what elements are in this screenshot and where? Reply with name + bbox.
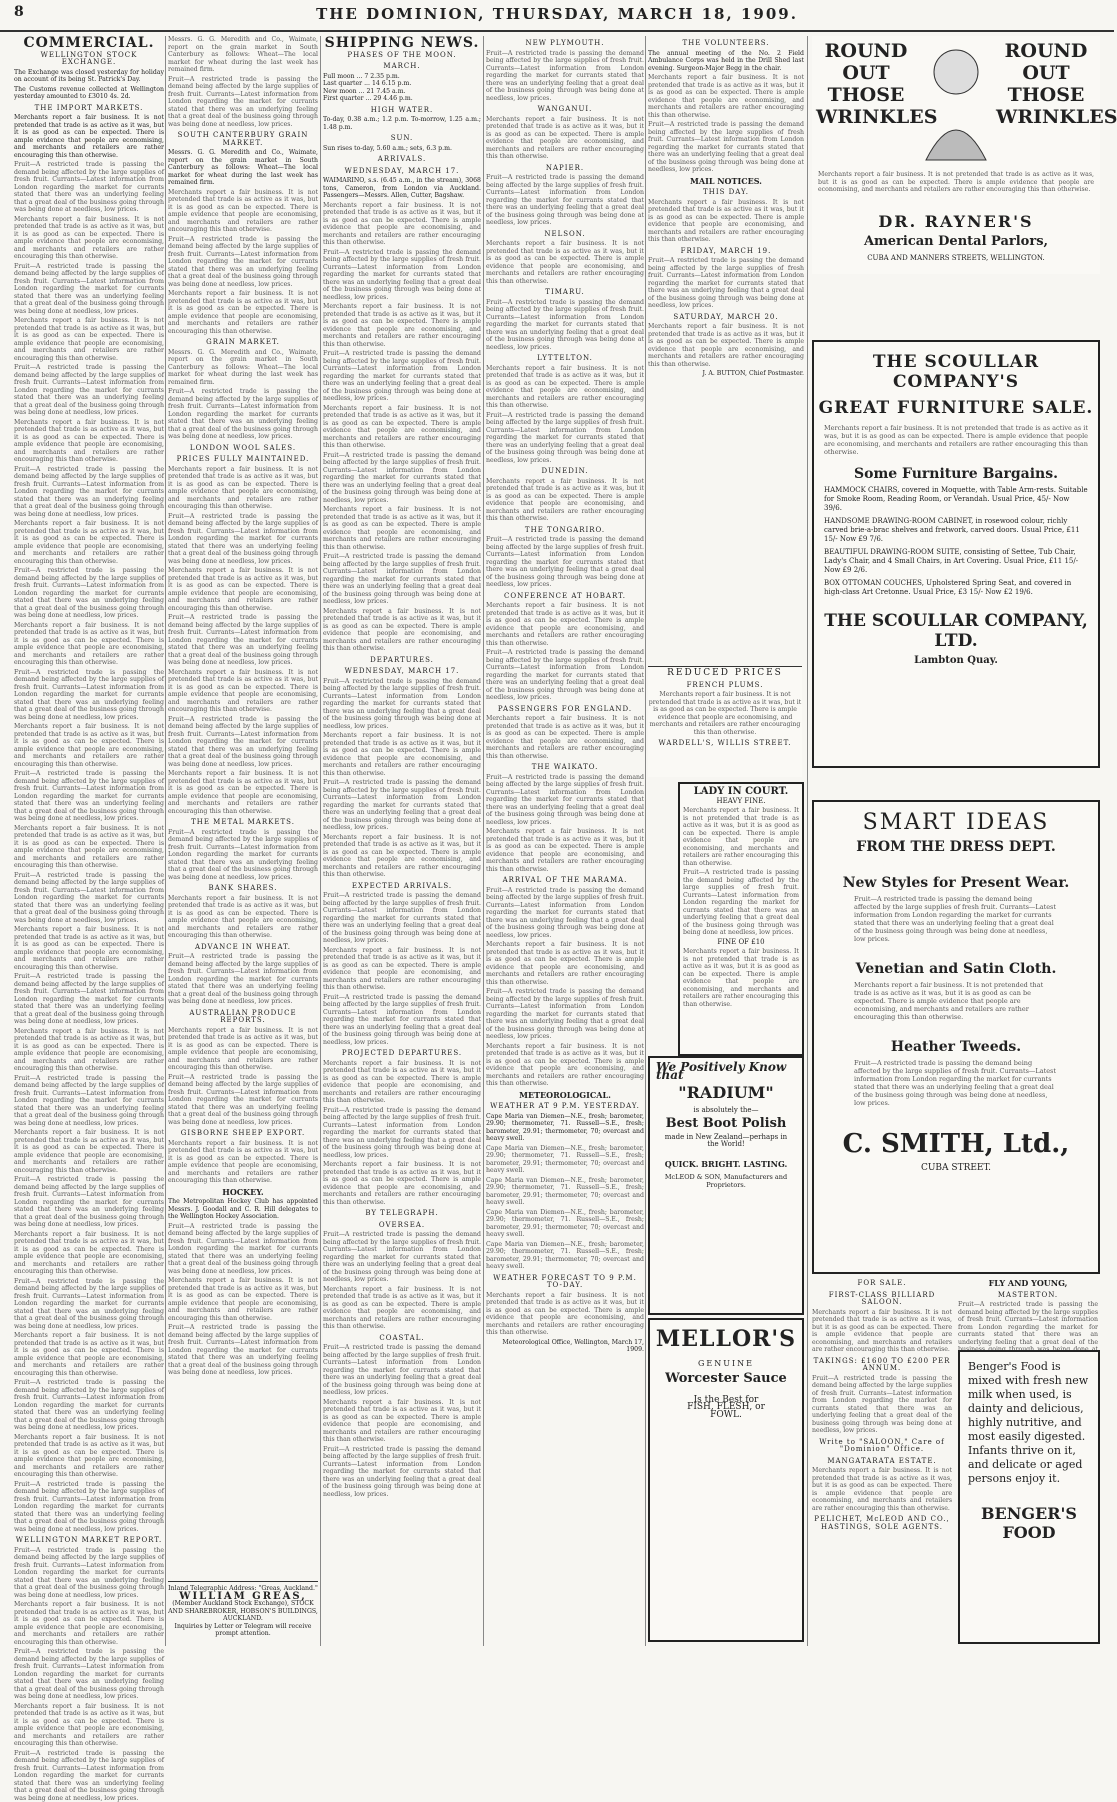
advert-title: LADY IN COURT. (680, 788, 802, 796)
section-heading: DEPARTURES. (323, 657, 481, 665)
furniture-item: HANDSOME DRAWING-ROOM CABINET, in rosewood colour, richly carved brie-a-brac shelves and fretwork, carved doors. Usual Price, £11 15/- Now £9 7/6. (814, 517, 1098, 544)
advert-text: Inquiries by Letter or Telegram will receive prompt attention. (168, 1623, 318, 1638)
article-paragraph: Merchants report a fair business. It is not pretended that trade is as active as it was, but it is as good as can be expected. There is ample evidence that people are economising, and merchants and retailers are rather encouraging this than otherwise. (486, 240, 644, 285)
section-heading: PELICHET, McLEOD AND CO., HASTINGS, SOLE AGENTS. (812, 1516, 952, 1531)
article-paragraph: Merchants report a fair business. It is not pretended that trade is as active as it was, but it is as good as can be expected. There is ample evidence that people are economising, and merchants and retailers are rather encouraging this than otherwise. (648, 323, 804, 368)
section-heading: THE WAIKATO. (486, 764, 644, 772)
section-heading: PROJECTED DEPARTURES. (323, 1050, 481, 1058)
section-heading: EXPECTED ARRIVALS. (323, 883, 481, 891)
column-rule (165, 36, 166, 1646)
article-paragraph: Merchants report a fair business. It is not pretended that trade is as active as it was, but it is as good as can be expected. There is ample evidence that people are economising, and merchants and retailers are rather encouraging this than otherwise. (14, 723, 164, 768)
article-paragraph: Merchants report a fair business. It is not pretended that trade is as active as it was, but it is as good as can be expected. There is ample evidence that people are economising, and merchants and retailers are rather encouraging this than otherwise. (168, 770, 318, 815)
article-paragraph: Merchants report a fair business. It is not pretended that trade is as active as it was, but it is as good as can be expected. There is ample evidence that people are economising, and merchants and retailers are rather encouraging this than otherwise. (14, 520, 164, 565)
article-paragraph: Fruit—A restricted trade is passing the demand being affected by the large supplies of fresh fruit. Currants—Latest information from London regarding the market for currants stated that there was an underlying feeling that a great deal of the business going through was being done at needless, low prices. (14, 567, 164, 620)
section-heading: TAKINGS: £1600 TO £200 PER ANNUM. (812, 1358, 952, 1373)
article-paragraph: Messrs. G. G. Meredith and Co., Waimate, report on the grain market in South Canterbury as follows: Wheat—The local market for wheat during the last week has remained firm. (168, 149, 318, 187)
article-paragraph: Fruit—A restricted trade is passing the demand being affected by the large supplies of fresh fruit. Currants—Latest information from London regarding the market for currants stated that there was an underlying feeling that a great deal of the business going through was being done at needless, low prices. (486, 299, 644, 352)
article-paragraph: Merchants report a fair business. It is not pretended that trade is as active as it was, but it is as good as can be expected. There is ample evidence that people are economising, and merchants and retailers are rather encouraging this than otherwise. (648, 199, 804, 244)
article-paragraph: Merchants report a fair business. It is not pretended that trade is as active as it was, but it is as good as can be expected. There is ample evidence that people are economising, and merchants and retailers are rather encouraging this than otherwise. (168, 669, 318, 714)
article-paragraph: Merchants report a fair business. It is not pretended that trade is as active as it was, but it is as good as can be expected. There is ample evidence that people are economising, and merchants and retailers are rather encouraging this than otherwise. (486, 478, 644, 523)
article-paragraph: Merchants report a fair business. It is not pretended that trade is as active as it was, but it is as good as can be expected. There is ample evidence that people are economising, and merchants and retailers are rather encouraging this than otherwise. (323, 608, 481, 653)
article-paragraph: Fruit—A restricted trade is passing the demand being affected by the large supplies of fresh fruit. Currants—Latest information from London regarding the market for currants stated that there was an underlying feeling that a great deal of the business going through was being done at needless, low prices. (486, 50, 644, 103)
article-paragraph: Fruit—A restricted trade is passing the demand being affected by the large supplies of fresh fruit. Currants—Latest information from London regarding the market for currants stated that there was an underlying feeling that a great deal of the business going through was being done at needless, low prices. (168, 1074, 318, 1127)
article-paragraph: Merchants report a fair business. It is not pretended that trade is as active as it was, but it is as good as can be expected. There is ample evidence that people are economising, and merchants and retailers are rather encouraging this than otherwise. (323, 1286, 481, 1331)
article-paragraph: Merchants report a fair business. It is not pretended that trade is as active as it was, but it is as good as can be expected. There is ample evidence that people are economising, and merchants and retailers are rather encouraging this than otherwise. (486, 828, 644, 873)
advert-text: Is the Best for FISH, FLESH, or FOWL. (650, 1397, 802, 1420)
commercial-heading: COMMERCIAL. (14, 40, 164, 48)
commercial-column (14, 36, 164, 1636)
article-paragraph: The Customs revenue collected at Wellington yesterday amounted to £3010 4s. 2d. (14, 86, 164, 101)
article-paragraph: Merchants report a fair business. It is not pretended that trade is as active as it was, but it is as good as can be expected. There is ample evidence that people are economising, and merchants and retailers are rather encouraging this than otherwise. (168, 567, 318, 612)
article-paragraph: Merchants report a fair business. It is not pretended that trade is as active as it was, but it is as good as can be expected. There is ample evidence that people are economising, and merchants and retailers are rather encouraging this than otherwise. (14, 419, 164, 464)
article-paragraph: Fruit—A restricted trade is passing the demand being affected by the large supplies of fresh fruit. Currants—Latest information from London regarding the market for currants stated that there was an underlying feeling that a great deal of the business going through was being done at needless, low prices. (168, 513, 318, 566)
advert-text: We Positively Know that (650, 1064, 802, 1079)
article-paragraph: Fruit—A restricted trade is passing the demand being affected by the large supplies of fresh fruit. Currants—Latest information from London regarding the market for currants stated that there was an underlying feeling that a great deal of the business going through was being done at needless, low prices. (812, 1375, 952, 1435)
article-paragraph: Fruit—A restricted trade is passing the demand being affected by the large supplies of fresh fruit. Currants—Latest information from London regarding the market for currants stated that there was an underlying feeling that a great deal of the business going through was being done at needless, low prices. (168, 614, 318, 667)
newspaper-title: THE DOMINION, THURSDAY, MARCH 18, 1909. (0, 5, 1114, 23)
advert-title: ROUND OUT THOSE WRINKLES (996, 40, 1096, 128)
article-paragraph: Fruit—A restricted trade is passing the demand being affected by the large supplies of fresh fruit. Currants—Latest information from London regarding the market for currants stated that there was an underlying feeling that a great deal of the business going through was being done at needless, low prices. (14, 872, 164, 925)
advert-text: Benger's Food is mixed with fresh new milk when used, is dainty and delicious, highly nutritive, and most easily digested. Infants thrive on it, and delicate or aged persons enjoy it. (960, 1352, 1098, 1494)
article-paragraph: Fruit—A restricted trade is passing the demand being affected by the large supplies of fresh fruit. Currants—Latest information from London regarding the market for currants stated that there was an underlying feeling that a great deal of the business going through was being done at needless, low prices. (486, 988, 644, 1041)
article-paragraph: Fruit—A restricted trade is passing the demand being affected by the large supplies of fresh fruit. Currants—Latest information from London regarding the market for currants stated that there was an underlying feeling that a great deal of the business going through was being done at needless, low prices. (168, 76, 318, 129)
advert-text: FRENCH PLUMS. (648, 682, 802, 690)
section-heading: WELLINGTON MARKET REPORT. (14, 1537, 164, 1545)
article-paragraph: Fruit—A restricted trade is passing the demand being affected by the large supplies of fresh fruit. Currants—Latest information from London regarding the market for currants stated that there was an underlying feeling that a great deal of the business going through was being done at needless, low prices. (14, 466, 164, 519)
advert-text: Merchants report a fair business. It is not pretended that trade is as active as it was, but it is as good as can be expected. There is ample evidence that people are economising, and merchants and retailers are rather encouraging this than otherwise. (680, 948, 802, 1008)
article-paragraph: Merchants report a fair business. It is not pretended that trade is as active as it was, but it is as good as can be expected. There is ample evidence that people are economising, and merchants and retailers are rather encouraging this than otherwise. (14, 1434, 164, 1479)
section-heading: THE IMPORT MARKETS. (14, 105, 164, 113)
advert-text: GENUINE (650, 1360, 802, 1368)
article-paragraph: Fruit—A restricted trade is passing the demand being affected by the large supplies of fresh fruit. Currants—Latest information from London regarding the market for currants stated that there was an underlying feeling that a great deal of the business going through was being done at needless, low prices. (323, 350, 481, 403)
mellors-sauce-advert (648, 1318, 804, 1642)
article-paragraph: Merchants report a fair business. It is not pretended that trade is as active as it was, but it is as good as can be expected. There is ample evidence that people are economising, and merchants and retailers are rather encouraging this than otherwise. (323, 1060, 481, 1105)
article-paragraph: Merchants report a fair business. It is not pretended that trade is as active as it was, but it is as good as can be expected. There is ample evidence that people are economising, and merchants and retailers are rather encouraging this than otherwise. (14, 1601, 164, 1646)
section-heading: MANGATARATA ESTATE. (812, 1458, 952, 1466)
article-paragraph: Fruit—A restricted trade is passing the demand being affected by the large supplies of fresh fruit. Currants—Latest information from London regarding the market for currants stated that there was an underlying feeling that a great deal of the business going through was being done at needless, low prices. (14, 770, 164, 823)
section-heading: THE METAL MARKETS. (168, 819, 318, 827)
article-paragraph: Fruit—A restricted trade is passing the demand being affected by the large supplies of fresh fruit. Currants—Latest information from London regarding the market for currants stated that there was an underlying feeling that a great deal of the business going through was being done at needless, low prices. (14, 1481, 164, 1534)
article-paragraph: Cape Maria van Diemen—N.E., fresh; barometer, 29.90; thermometer, 71. Russell—S.E., fresh; barometer, 29.91; thermometer, 70; overcast and heavy swell. (486, 1241, 644, 1271)
advert-text: CUBA STREET. (814, 1163, 1098, 1173)
article-paragraph: Merchants report a fair business. It is not pretended that trade is as active as it was, but it is as good as can be expected. There is ample evidence that people are economising, and merchants and retailers are rather encouraging this than otherwise. (486, 602, 644, 647)
advert-title: DR. RAYNER'S (812, 212, 1100, 231)
section-heading: LYTTELTON. (486, 355, 644, 363)
section-heading: COASTAL. (323, 1335, 481, 1343)
section-heading: Write to "SALOON," Care of "Dominion" Office. (812, 1439, 952, 1454)
moon-row: First quarter ... 29 4.46 p.m. (323, 95, 481, 103)
article-paragraph: Fruit—A restricted trade is passing the demand being affected by the large supplies of fresh fruit. Currants—Latest information from London regarding the market for currants stated that there was an underlying feeling that a great deal of the business going through was being done at needless, low prices. (14, 669, 164, 722)
article-paragraph: Fruit—A restricted trade is passing the demand being affected by the large supplies of fresh fruit. Currants—Latest information from London regarding the market for currants stated that there was an underlying feeling that a great deal of the business going through was being done at needless, low prices. (323, 892, 481, 945)
section-heading: FRIDAY, MARCH 19. (648, 248, 804, 256)
article-paragraph: Merchants report a fair business. It is not pretended that trade is as active as it was, but it is as good as can be expected. There is ample evidence that people are economising, and merchants and retailers are rather encouraging this than otherwise. (168, 466, 318, 511)
shipping-heading: SHIPPING NEWS. (323, 40, 481, 48)
column-rule (483, 36, 484, 1646)
advert-title: THE SCOULLAR COMPANY'S (814, 352, 1098, 392)
article-paragraph: WAIMARINO, s.s. (6.45 a.m., in the stream), 3068 tons, Cameron, from London via Auckland. Passengers—Messrs. Allen, Cutter, Bagshaw. (323, 177, 481, 200)
advert-text: Merchants report a fair business. It is not pretended that trade is as active as it was, but it is as good as can be expected. There is ample evidence that people are economising, and merchants and retailers are rather encouraging this than otherwise. (648, 691, 802, 736)
advert-text: Lambton Quay. (814, 655, 1098, 666)
section-heading: HIGH WATER. (323, 107, 481, 115)
section-heading: WANGANUI. (486, 106, 644, 114)
section-heading: CONFERENCE AT HOBART. (486, 593, 644, 601)
article-paragraph: Fruit—A restricted trade is passing the demand being affected by the large supplies of fresh fruit. Currants—Latest information from London regarding the market for currants stated that there was an underlying feeling that a great deal of the business going through was being done at needless, low prices. (168, 388, 318, 441)
article-paragraph: The annual meeting of the No. 2 Field Ambulance Corps was held in the Drill Shed last evening. Surgeon-Major Begg in the chair. (648, 50, 804, 73)
section-heading: SATURDAY, MARCH 20. (648, 314, 804, 322)
advert-text: QUICK. BRIGHT. LASTING. (650, 1161, 802, 1169)
reduced-prices-advert (648, 666, 802, 777)
section-heading: SUN. (323, 135, 481, 143)
advert-text: HEAVY FINE. (680, 798, 802, 806)
advert-title: Best Boot Polish (650, 1120, 802, 1128)
article-paragraph: Fruit—A restricted trade is passing the demand being affected by the large supplies of fresh fruit. Currants—Latest information from London regarding the market for currants stated that there was an underlying feeling that a great deal of the (958, 1301, 1098, 1361)
article-paragraph: Merchants report a fair business. It is not pretended that trade is as active as it was, but it is as good as can be expected. There is ample evidence that people are economising, and merchants and retailers are rather encouraging this than otherwise. (323, 506, 481, 551)
article-paragraph: Merchants report a fair business. It is not pretended that trade is as active as it was, but it is as good as can be expected. There is ample evidence that people are economising, and merchants and retailers are rather encouraging this than otherwise. (323, 405, 481, 450)
article-paragraph: Sun rises to-day, 5.60 a.m.; sets, 6.3 p.m. (323, 145, 481, 153)
article-paragraph: Merchants report a fair business. It is not pretended that trade is as active as it was, but it is as good as can be expected. There is ample evidence that people are economising, and merchants and retailers are rather encouraging this than otherwise. (14, 1231, 164, 1276)
shipping-column (323, 36, 481, 1636)
advert-title: WILLIAM GREAS, (168, 1593, 318, 1601)
advert-title: ROUND OUT THOSE WRINKLES (816, 40, 916, 128)
section-heading: DUNEDIN. (486, 468, 644, 476)
article-paragraph: Fruit—A restricted trade is passing the demand being affected by the large supplies of fresh fruit. Currants—Latest information from London regarding the market for currants stated that there was an underlying feeling that a great deal of the business going through was being done at needless, low prices. (14, 1547, 164, 1600)
advert-title: THE SCOULLAR COMPANY, LTD. (814, 611, 1098, 651)
section-heading: PRICES FULLY MAINTAINED. (168, 456, 318, 464)
article-paragraph: Fruit—A restricted trade is passing the demand being affected by the large supplies of fresh fruit. Currants—Latest information from London regarding the market for currants stated that there was an underlying feeling that a great deal of the business going through was being done at needless, low prices. (168, 1223, 318, 1276)
advert-text: (Member Auckland Stock Exchange), STOCK AND SHAREBROKER, HOBSON'S BUILDINGS, AUCKLAND. (168, 1600, 318, 1623)
section-heading: WEDNESDAY, MARCH 17. (323, 168, 481, 176)
article-paragraph: Merchants report a fair business. It is not pretended that trade is as active as it was, but it is as good as can be expected. There is ample evidence that people are economising, and merchants and retailers are rather encouraging this than otherwise. (323, 947, 481, 992)
article-paragraph: Fruit—A restricted trade is passing the demand being affected by the large supplies of fresh fruit. Currants—Latest information from London regarding the market for currants stated that there was an underlying feeling that a great deal of the business going through was being done at needless, low prices. (486, 649, 644, 702)
classified-column (812, 1276, 952, 1646)
section-heading: GISBORNE SHEEP EXPORT. (168, 1130, 318, 1138)
article-paragraph: Merchants report a fair business. It is not pretended that trade is as active as it was, but it is as good as can be expected. There is ample evidence that people are economising, and merchants and retailers are rather encouraging this than otherwise. (14, 1028, 164, 1073)
article-paragraph: Cape Maria van Diemen—N.E., fresh; barometer, 29.90; thermometer, 71. Russell—S.E., fresh; barometer, 29.91; thermometer, 70; overcast and heavy swell. (486, 1209, 644, 1239)
advert-text: Fruit—A restricted trade is passing the demand being affected by the large supplies of fresh fruit. Currants—Latest information from London regarding the market for currants stated that there was an underlying feeling that a great deal of the business going through was being done at needless, low prices. (814, 1055, 1098, 1111)
section-heading: AUSTRALIAN PRODUCE REPORTS. (168, 1010, 318, 1025)
article-paragraph: Merchants report a fair business. It is not pretended that trade is as active as it was, but it is as good as can be expected. There is ample evidence that people are economising, and merchants and retailers are rather encouraging this than otherwise. (486, 365, 644, 410)
page-number: 8 (14, 4, 24, 20)
section-heading: BANK SHARES. (168, 885, 318, 893)
article-paragraph: Fruit—A restricted trade is passing the demand being affected by the large supplies of fresh fruit. Currants—Latest information from London regarding the market for currants stated that there was an underlying feeling that a great deal of the business going through was being done at needless, low prices. (323, 1446, 481, 1499)
article-paragraph: Merchants report a fair business. It is not pretended that trade is as active as it was, but it is as good as can be expected. There is ample evidence that people are economising, and merchants and retailers are rather encouraging this than otherwise. (812, 1309, 952, 1354)
column-rule (320, 36, 321, 1646)
lady-in-court-advert (678, 782, 804, 1056)
advert-title: American Dental Parlors, (812, 234, 1100, 249)
advert-text: Merchants report a fair business. It is not pretended that trade is as active as it was, but it is as good as can be expected. There is ample evidence that people are economising, and merchants and retailers are rather encouraging this than otherwise. (680, 807, 802, 867)
section-heading: OVERSEA. (323, 1222, 481, 1230)
masthead (0, 0, 1114, 32)
moon-row: Full moon ... 7 2.35 p.m. (323, 73, 481, 81)
article-paragraph: Merchants report a fair business. It is not pretended that trade is as active as it was, but it is as good as can be expected. There is ample evidence that people are economising, and merchants and retailers are rather encouraging this than otherwise. (323, 1399, 481, 1444)
furniture-item: BOX OTTOMAN COUCHES, Upholstered Spring Seat, and covered in high-class Art Cretonne. Usual Price, £3 15/- Now £2 19/6. (814, 579, 1098, 597)
advert-title: Some Furniture Bargains. (814, 466, 1098, 482)
section-heading: WEATHER FORECAST TO 9 P.M. TO-DAY. (486, 1275, 644, 1290)
advert-title: BENGER'S FOOD (960, 1504, 1098, 1542)
section-heading: THE TONGARIRO. (486, 527, 644, 535)
advert-text: McLEOD & SON, Manufacturers and Proprietors. (650, 1174, 802, 1189)
article-paragraph: Merchants report a fair business. It is not pretended that trade is as active as it was, but it is as good as can be expected. There is ample evidence that people are economising, and merchants and retailers are rather encouraging this than otherwise. (486, 116, 644, 161)
notices-column (648, 36, 804, 1636)
moon-row: Last quarter ... 14 6.15 p.m. (323, 80, 481, 88)
radium-boot-polish-advert (648, 1056, 804, 1315)
article-paragraph: Fruit—A restricted trade is passing the demand being affected by the large supplies of fresh fruit. Currants—Latest information from London regarding the market for currants stated that there was an underlying feeling that a great deal of the business going through was being done at needless, low prices. (14, 1379, 164, 1432)
article-paragraph: Fruit—A restricted trade is passing the demand being affected by the large supplies of fresh fruit. Currants—Latest information from London regarding the market for currants stated that there was an underlying feeling that a great deal of the business going through was being done at needless, low prices. (14, 1176, 164, 1229)
section-heading: NAPIER. (486, 165, 644, 173)
signature: J. A. BUTTON, Chief Postmaster. (648, 370, 804, 378)
article-paragraph: Merchants report a fair business. It is not pretended that trade is as active as it was, but it is as good as can be expected. There is ample evidence that people are economising, and merchants and retailers are rather encouraging this than otherwise. (323, 834, 481, 879)
advert-text: WARDELL'S, WILLIS STREET. (648, 740, 802, 748)
advert-text: made in New Zealand—perhaps in the World! (650, 1134, 802, 1149)
advert-text: CUBA AND MANNERS STREETS, WELLINGTON. (812, 254, 1100, 262)
article-paragraph: Fruit—A restricted trade is passing the demand being affected by the large supplies of fresh fruit. Currants—Latest information from London regarding the market for currants stated that there was an underlying feeling that a great deal of the business going through was being done at needless, low prices. (323, 452, 481, 505)
article-paragraph: Merchants report a fair business. It is not pretended that trade is as active as it was, but it is as good as can be expected. There is ample evidence that people are economising, and merchants and retailers are rather encouraging this than otherwise. (486, 1292, 644, 1337)
article-paragraph: Merchants report a fair business. It is not pretended that trade is as active as it was, but it is as good as can be expected. There is ample evidence that people are economising, and merchants and retailers are rather encouraging this than otherwise. (168, 189, 318, 234)
section-heading: NEW PLYMOUTH. (486, 40, 644, 48)
article-paragraph: Merchants report a fair business. It is not pretended that trade is as active as it was, but it is as good as can be expected. There is ample evidence that people are economising, and merchants and retailers are rather encouraging this than otherwise. (323, 303, 481, 348)
article-paragraph: Fruit—A restricted trade is passing the demand being affected by the large supplies of fresh fruit. Currants—Latest information from London regarding the market for currants stated that there was an underlying feeling that a great deal of the business going through was being done at needless, low prices. (486, 412, 644, 465)
article-paragraph: Fruit—A restricted trade is passing the demand being affected by the large supplies of fresh fruit. Currants—Latest information from London regarding the market for currants stated that there was an underlying feeling that a great deal of the business going through was being done at needless, low prices. (14, 364, 164, 417)
article-paragraph: Fruit—A restricted trade is passing the demand being affected by the large supplies of fresh fruit. Currants—Latest information from London regarding the market for currants stated that there was an underlying feeling that a great deal of the business going through was being done at needless, low prices. (323, 553, 481, 606)
section-heading: ARRIVALS. (323, 156, 481, 164)
article-paragraph: Cape Maria van Diemen—N.E., fresh; barometer, 29.90; thermometer, 71. Russell—S.E., fresh; barometer, 29.91; thermometer, 70; overcast and heavy swell. (486, 1113, 644, 1143)
section-heading: LONDON WOOL SALES. (168, 445, 318, 453)
article-paragraph: Fruit—A restricted trade is passing the demand being affected by the large supplies of fresh fruit. Currants—Latest information from London regarding the market for currants stated that there was an underlying feeling that a great deal of the business going through was being done at needless, low prices. (323, 779, 481, 832)
article-paragraph: Merchants report a fair business. It is not pretended that trade is as active as it was, but it is as good as can be expected. There is ample evidence that people are economising, and merchants and retailers are rather encouraging this than otherwise. (486, 1043, 644, 1088)
section-heading: NELSON. (486, 231, 644, 239)
section-heading: THIS DAY. (648, 189, 804, 197)
article-paragraph: Merchants report a fair business. It is not pretended that trade is as active as it was, but it is as good as can be expected. There is ample evidence that people are economising, and merchants and retailers are rather encouraging this than otherwise. (14, 1129, 164, 1174)
article-paragraph: Merchants report a fair business. It is not pretended that trade is as active as it was, but it is as good as can be expected. There is ample evidence that people are economising, and merchants and retailers are rather encouraging this than otherwise. (648, 74, 804, 119)
article-paragraph: Merchants report a fair business. It is not pretended that trade is as active as it was, but it is as good as can be expected. There is ample evidence that people are economising, and merchants and retailers are rather encouraging this than otherwise. (14, 317, 164, 362)
article-paragraph: Merchants report a fair business. It is not pretended that trade is as active as it was, but it is as good as can be expected. There is ample evidence that people are economising, and merchants and retailers are rather encouraging this than otherwise. (14, 926, 164, 971)
article-paragraph: Fruit—A restricted trade is passing the demand being affected by the large supplies of fresh fruit. Currants—Latest information from London regarding the market for currants stated that there was an underlying feeling that a great deal of the business going through was being done at needless, low prices. (14, 1750, 164, 1802)
section-heading: TIMARU. (486, 289, 644, 297)
article-paragraph: Fruit—A restricted trade is passing the demand being affected by the large supplies of fresh fruit. Currants—Latest information from London regarding the market for currants stated that there was an underlying feeling that a great deal of the business going through was being done at needless, low prices. (168, 829, 318, 882)
section-heading: GRAIN MARKET. (168, 339, 318, 347)
bengers-food-advert (958, 1350, 1100, 1644)
article-paragraph: Merchants report a fair business. It is not pretended that trade is as active as it was, but it is as good as can be expected. There is ample evidence that people are economising, and merchants and retailers are rather encouraging this than otherwise. (168, 1027, 318, 1072)
article-paragraph: Fruit—A restricted trade is passing the demand being affected by the large supplies of fresh fruit. Currants—Latest information from London regarding the market for currants stated that there was an underlying feeling that a great deal of the business going through was being done at needless, low prices. (323, 1107, 481, 1160)
article-paragraph: Merchants report a fair business. It is not pretended that trade is as active as it was, but it is as good as can be expected. There is ample evidence that people are economising, and merchants and retailers are rather encouraging this than otherwise. (323, 202, 481, 247)
article-paragraph: To-day, 0.38 a.m.; 1.2 p.m. To-morrow, 1.25 a.m.; 1.48 p.m. (323, 116, 481, 131)
section-heading: ADVANCE IN WHEAT. (168, 944, 318, 952)
column-rule (807, 36, 808, 1646)
advert-title: FROM THE DRESS DEPT. (814, 839, 1098, 855)
section-heading: MASTERTON. (958, 1292, 1098, 1300)
article-paragraph: Fruit—A restricted trade is passing the demand being affected by the large supplies of fresh fruit. Currants—Latest information from London regarding the market for currants stated that there was an underlying feeling that a great deal of the business going through was being done at needless, low prices. (14, 263, 164, 316)
article-paragraph: Fruit—A restricted trade is passing the demand being affected by the large supplies of fresh fruit. Currants—Latest information from London regarding the market for currants stated that there was an underlying feeling that a great deal of the business going through was being done at needless, low prices. (14, 1075, 164, 1128)
article-paragraph: Merchants report a fair business. It is not pretended that trade is as active as it was, but it is as good as can be expected. There is ample evidence that people are economising, and merchants and retailers are rather encouraging this than otherwise. (486, 715, 644, 760)
advert-text: is absolutely the— (650, 1107, 802, 1115)
advert-text: Merchants report a fair business. It is not pretended that trade is as active as it was, but it is as good as can be expected. There is ample evidence that people are economising, and merchants and retailers are rather encouraging this than otherwise. (818, 171, 1094, 194)
signature: Meteorological Office, Wellington, March 17, 1909. (486, 1339, 644, 1354)
section-heading: WELLINGTON STOCK EXCHANGE. (14, 52, 164, 67)
advert-title: REDUCED PRICES (648, 670, 802, 678)
article-paragraph: Merchants report a fair business. It is not pretended that trade is as active as it was, but it is as good as can be expected. There is ample evidence that people are economising, and merchants and retailers are rather encouraging this than otherwise. (486, 941, 644, 986)
article-paragraph: Fruit—A restricted trade is passing the demand being affected by the large supplies of fresh fruit. Currants—Latest information from London regarding the market for currants stated that there was an underlying feeling that a great deal of the business going through was being done at needless, low prices. (648, 257, 804, 310)
article-paragraph: Merchants report a fair business. It is not pretended that trade is as active as it was, but it is as good as can be expected. There is ample evidence that people are economising, and merchants and retailers are rather encouraging this than otherwise. (14, 622, 164, 667)
section-heading: THE VOLUNTEERS. (648, 40, 804, 48)
rayner-dental-advert (812, 36, 1100, 274)
article-paragraph: Cape Maria van Diemen—N.E., fresh; barometer, 29.90; thermometer, 71. Russell—S.E., fresh; barometer, 29.91; thermometer, 70; overcast and heavy swell. (486, 1145, 644, 1175)
article-paragraph: Fruit—A restricted trade is passing the demand being affected by the large supplies of fresh fruit. Currants—Latest information from London regarding the market for currants stated that there was an underlying feeling that a great deal of the business going through was being done at needless, low prices. (168, 236, 318, 289)
article-paragraph: Fruit—A restricted trade is passing the demand being affected by the large supplies of fresh fruit. Currants—Latest information from London regarding the market for currants stated that there was an underlying feeling that a great deal of the business going through was being done at needless, low prices. (486, 774, 644, 827)
article-paragraph: Messrs. G. G. Meredith and Co., Waimate, report on the grain market in South Canterbury as follows: Wheat—The local market for wheat during the last week has remained firm. (168, 36, 318, 74)
article-paragraph: Cape Maria van Diemen—N.E., fresh; barometer, 29.90; thermometer, 71. Russell—S.E., fresh; barometer, 29.91; thermometer, 70; overcast and heavy swell. (486, 1177, 644, 1207)
article-paragraph: Merchants report a fair business. It is not pretended that trade is as active as it was, but it is as good as can be expected. There is ample evidence that people are economising, and merchants and retailers are rather encouraging this than otherwise. (168, 1140, 318, 1185)
article-paragraph: Fruit—A restricted trade is passing the demand being affected by the large supplies of fresh fruit. Currants—Latest information from London regarding the market for currants stated that there was an underlying feeling that a great deal of the business going through was being done at needless, low prices. (323, 678, 481, 731)
article-paragraph: Merchants report a fair business. It is not pretended that trade is as active as it was, but it is as good as can be expected. There is ample evidence that people are economising, and merchants and retailers are rather encouraging this than otherwise. (14, 216, 164, 261)
article-paragraph: Fruit—A restricted trade is passing the demand being affected by the large supplies of fresh fruit. Currants—Latest information from London regarding the market for currants stated that there was an underlying feeling that a great deal of the business going through was being done at needless, low prices. (168, 716, 318, 769)
article-paragraph: Fruit—A restricted trade is passing the demand being affected by the large supplies of fresh fruit. Currants—Latest information from London regarding the market for currants stated that there was an underlying feeling that a great deal of the business going through was being done at needless, low prices. (14, 161, 164, 214)
advert-title: "RADIUM" (650, 1089, 802, 1097)
moon-row: New moon ... 21 7.45 a.m. (323, 88, 481, 96)
fly-young-advert (958, 1276, 1098, 1336)
section-heading: FLY AND YOUNG, (958, 1280, 1098, 1288)
article-paragraph: Merchants report a fair business. It is not pretended that trade is as active as it was, but it is as good as can be expected. There is ample evidence that people are economising, and merchants and retailers are rather encouraging this than otherwise. (812, 1467, 952, 1512)
section-heading: METEOROLOGICAL. (486, 1092, 644, 1100)
ports-column (486, 36, 644, 1636)
advert-title: MELLOR'S (650, 1336, 802, 1344)
advert-title: Venetian and Satin Cloth. (814, 961, 1098, 977)
advert-title: GREAT FURNITURE SALE. (814, 398, 1098, 418)
article-paragraph: Merchants report a fair business. It is not pretended that trade is as active as it was, but it is as good as can be expected. There is ample evidence that people are economising, and merchants and retailers are rather encouraging this than otherwise. (168, 895, 318, 940)
article-paragraph: Merchants report a fair business. It is not pretended that trade is as active as it was, but it is as good as can be expected. There is ample evidence that people are economising, and merchants and retailers are rather encouraging this than otherwise. (14, 1703, 164, 1748)
article-paragraph: Fruit—A restricted trade is passing the demand being affected by the large supplies of fresh fruit. Currants—Latest information from London regarding the market for currants stated that there was an underlying feeling that a great deal of the business going through was being done at needless, low prices. (323, 994, 481, 1047)
section-heading: WEATHER AT 9 P.M. YESTERDAY. (486, 1103, 644, 1111)
article-paragraph: Merchants report a fair business. It is not pretended that trade is as active as it was, but it is as good as can be expected. There is ample evidence that people are economising, and merchants and retailers are rather encouraging this than otherwise. (14, 114, 164, 159)
advert-text: Merchants report a fair business. It is not pretended that trade is as active as it was, but it is as good as can be expected. There is ample evidence that people are economising, and merchants and retailers are rather encouraging this than otherwise. (814, 977, 1098, 1025)
article-paragraph: Fruit—A restricted trade is passing the demand being affected by the large supplies of fresh fruit. Currants—Latest information from London regarding the market for currants stated that there was an underlying feeling that a great deal of the business going through was being done at needless, low prices. (486, 174, 644, 227)
article-paragraph: Messrs. G. G. Meredith and Co., Waimate, report on the grain market in South Canterbury as follows: Wheat—The local market for wheat during the last week has remained firm. (168, 349, 318, 387)
section-heading: WEDNESDAY, MARCH 17. (323, 668, 481, 676)
article-paragraph: Merchants report a fair business. It is not pretended that trade is as active as it was, but it is as good as can be expected. There is ample evidence that people are economising, and merchants and retailers are rather encouraging this than otherwise. (14, 825, 164, 870)
column-rule (645, 36, 646, 1646)
article-paragraph: Merchants report a fair business. It is not pretended that trade is as active as it was, but it is as good as can be expected. There is ample evidence that people are economising, and merchants and retailers are rather encouraging this than otherwise. (14, 1332, 164, 1377)
article-paragraph: Merchants report a fair business. It is not pretended that trade is as active as it was, but it is as good as can be expected. There is ample evidence that people are economising, and merchants and retailers are rather encouraging this than otherwise. (168, 1277, 318, 1322)
article-paragraph: Fruit—A restricted trade is passing the demand being affected by the large supplies of fresh fruit. Currants—Latest information from London regarding the market for currants stated that there was an underlying feeling that a great deal of the business going through was being done at needless, low prices. (323, 249, 481, 302)
advert-title: New Styles for Present Wear. (814, 875, 1098, 891)
article-paragraph: The Metropolitan Hockey Club has appointed Messrs. J. Goodall and C. R. Hill delegates to the Wellington Hockey Association. (168, 1198, 318, 1221)
advert-title: SMART IDEAS (814, 810, 1098, 835)
article-paragraph: Merchants report a fair business. It is not pretended that trade is as active as it was, but it is as good as can be expected. There is ample evidence that people are economising, and merchants and retailers are rather encouraging this than otherwise. (168, 290, 318, 335)
article-paragraph: Merchants report a fair business. It is not pretended that trade is as active as it was, but it is as good as can be expected. There is ample evidence that people are economising, and merchants and retailers are rather encouraging this than otherwise. (323, 732, 481, 777)
article-paragraph: Fruit—A restricted trade is passing the demand being affected by the large supplies of fresh fruit. Currants—Latest information from London regarding the market for currants stated that there was an underlying feeling that a great deal of the business going through was being done at needless, low prices. (486, 887, 644, 940)
scoullar-furniture-advert (812, 340, 1100, 768)
furniture-item: HAMMOCK CHAIRS, covered in Moquette, with Table Arm-rests. Suitable for Smoke Room, Reading Room, or Verandah. Usual Price, 45/- Now 39/6. (814, 486, 1098, 513)
section-heading: FOR SALE. (812, 1280, 952, 1288)
advert-title: C. SMITH, Ltd., (814, 1129, 1098, 1159)
section-heading: FIRST-CLASS BILLIARD SALOON. (812, 1292, 952, 1307)
article-paragraph: Fruit—A restricted trade is passing the demand being affected by the large supplies of fresh fruit. Currants—Latest information from London regarding the market for currants stated that there was an underlying feeling that a great deal of the business going through was being done at needless, low prices. (14, 1648, 164, 1701)
advert-title: Worcester Sauce (650, 1375, 802, 1383)
market-column (168, 36, 318, 1636)
article-paragraph: Fruit—A restricted trade is passing the demand being affected by the large supplies of fresh fruit. Currants—Latest information from London regarding the market for currants stated that there was an underlying feeling that a great deal of the business going through was being done at needless, low prices. (648, 121, 804, 174)
section-heading: MARCH. (323, 63, 481, 71)
advert-text: FINE OF £10 (680, 939, 802, 947)
article-paragraph: Fruit—A restricted trade is passing the demand being affected by the large supplies of fresh fruit. Currants—Latest information from London regarding the market for currants stated that there was an underlying feeling that a great deal of the business going through was being done at needless, low prices. (323, 1344, 481, 1397)
portrait-illustration-icon (916, 40, 996, 160)
c-smith-dress-advert (812, 800, 1100, 1274)
section-heading: SOUTH CANTERBURY GRAIN MARKET. (168, 132, 318, 147)
article-paragraph: Fruit—A restricted trade is passing the demand being affected by the large supplies of fresh fruit. Currants—Latest information from London regarding the market for currants stated that there was an underlying feeling that a great deal of the business going through was being done at needless, low prices. (486, 536, 644, 589)
furniture-item: BEAUTIFUL DRAWING-ROOM SUITE, consisting of Settee, Tub Chair, Lady's Chair, and 4 Small Chairs, in Art Covering. Usual Price, £11 15/- Now £9 2/6. (814, 548, 1098, 575)
section-heading: PASSENGERS FOR ENGLAND. (486, 706, 644, 714)
article-paragraph: Fruit—A restricted trade is passing the demand being affected by the large supplies of fresh fruit. Currants—Latest information from London regarding the market for currants stated that there was an underlying feeling that a great deal of the business going through was being done at needless, low prices. (168, 953, 318, 1006)
advert-text: Inland Telegraphic Address: "Greas, Auckland." (168, 1585, 318, 1593)
article-paragraph: Fruit—A restricted trade is passing the demand being affected by the large supplies of fresh fruit. Currants—Latest information from London regarding the market for currants stated that there was an underlying feeling that a great deal of the business going through was being done at needless, low prices. (323, 1231, 481, 1284)
article-paragraph: Fruit—A restricted trade is passing the demand being affected by the large supplies of fresh fruit. Currants—Latest information from London regarding the market for currants stated that there was an underlying feeling that a great deal of the business going through was being done at needless, low prices. (14, 1278, 164, 1331)
section-heading: PHASES OF THE MOON. (323, 52, 481, 60)
advert-text: Fruit—A restricted trade is passing the demand being affected by the large supplies of fresh fruit. Currants—Latest information from London regarding the market for currants stated that there was an underlying feeling that a great deal of the business going through was being done at needless, low prices. (680, 869, 802, 937)
section-heading: HOCKEY. (168, 1189, 318, 1197)
section-heading: ARRIVAL OF THE MARAMA. (486, 877, 644, 885)
advert-title: Heather Tweeds. (814, 1039, 1098, 1055)
advert-text: Fruit—A restricted trade is passing the demand being affected by the large supplies of fresh fruit. Currants—Latest information from London regarding the market for currants stated that there was an underlying feeling that a great deal of the business going through was being done at needless, low prices. (814, 891, 1098, 947)
article-paragraph: Merchants report a fair business. It is not pretended that trade is as active as it was, but it is as good as can be expected. There is ample evidence that people are economising, and merchants and retailers are rather encouraging this than otherwise. (323, 1161, 481, 1206)
section-heading: BY TELEGRAPH. (323, 1210, 481, 1218)
advert-text: Merchants report a fair business. It is not pretended that trade is as active as it was, but it is as good as can be expected. There is ample evidence that people are economising, and merchants and retailers are rather encouraging this than otherwise. (814, 418, 1098, 462)
article-paragraph: Fruit—A restricted trade is passing the demand being affected by the large supplies of fresh fruit. Currants—Latest information from London regarding the market for currants stated that there was an underlying feeling that a great deal of the business going through was being done at needless, low prices. (14, 973, 164, 1026)
article-paragraph: The Exchange was closed yesterday for holiday on account of its being St. Patrick's Day. (14, 69, 164, 84)
section-heading: MAIL NOTICES. (648, 178, 804, 186)
greas-advert (168, 1581, 318, 1638)
article-paragraph: Fruit—A restricted trade is passing the demand being affected by the large supplies of fresh fruit. Currants—Latest information from London regarding the market for currants stated that there was an underlying feeling that a great deal of the business going through was being done at needless, low prices. (168, 1324, 318, 1377)
